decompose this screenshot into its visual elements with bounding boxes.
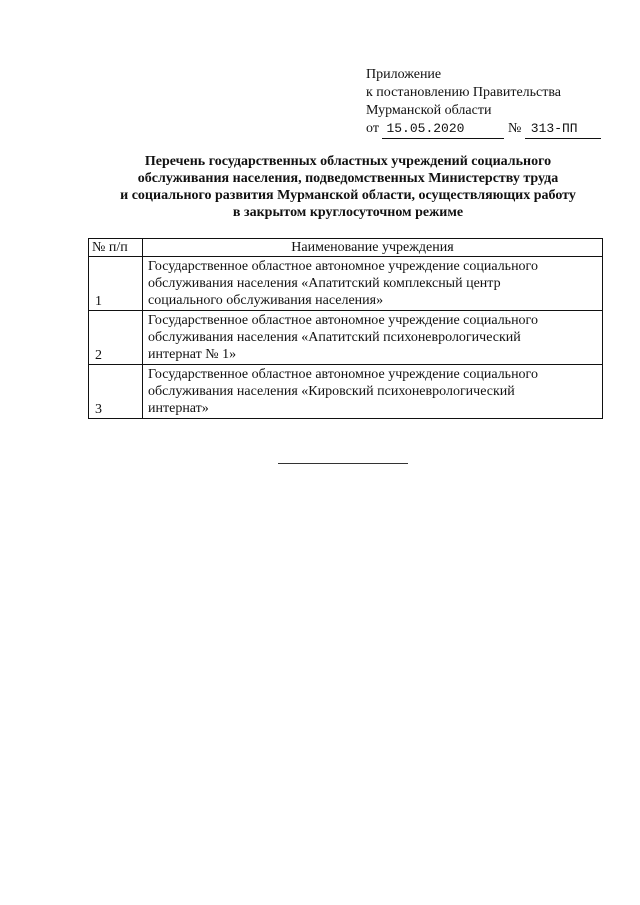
- table-header-row: [89, 239, 603, 257]
- row-number: 2: [89, 311, 143, 365]
- title-line: в закрытом круглосуточном режиме: [232, 205, 464, 220]
- appendix-label: Приложение: [366, 67, 442, 82]
- row-name-line: социального обслуживания населения»: [148, 293, 384, 308]
- row-number: 3: [89, 365, 143, 419]
- appendix-region: Мурманской области: [366, 103, 492, 118]
- appendix-block: [366, 66, 616, 139]
- row-name: [143, 257, 603, 311]
- table-row: [89, 311, 603, 365]
- resolution-number: 313-ПП: [525, 120, 601, 139]
- row-name-line: Государственное областное автономное учреждение социального: [148, 367, 538, 382]
- title-line: обслуживания населения, подведомственных Министерству труда: [137, 171, 559, 186]
- end-separator-line: [278, 463, 408, 464]
- header-number: № п/п: [89, 239, 143, 257]
- row-name-line: обслуживания населения «Апатитский психоневрологический: [148, 330, 521, 345]
- table-row: [89, 257, 603, 311]
- title-line: и социального развития Мурманской области, осуществляющих работу: [120, 188, 576, 203]
- header-name: Наименование учреждения: [143, 239, 603, 257]
- row-name-line: обслуживания населения «Апатитский комплексный центр: [148, 276, 501, 291]
- institutions-table: [88, 238, 603, 419]
- document-title: [88, 153, 608, 221]
- row-number: 1: [89, 257, 143, 311]
- resolution-date: 15.05.2020: [382, 120, 504, 139]
- table-row: [89, 365, 603, 419]
- appendix-registration: [366, 120, 616, 139]
- row-name-line: Государственное областное автономное учреждение социального: [148, 259, 538, 274]
- date-prefix: от: [366, 121, 379, 136]
- row-name-line: Государственное областное автономное учреждение социального: [148, 313, 538, 328]
- number-prefix: №: [507, 121, 522, 136]
- row-name-line: интернат»: [148, 401, 209, 416]
- row-name: [143, 311, 603, 365]
- row-name-line: обслуживания населения «Кировский психоневрологический: [148, 384, 515, 399]
- title-line: Перечень государственных областных учреждений социального: [144, 154, 552, 169]
- appendix-resolution-ref: к постановлению Правительства: [366, 85, 562, 100]
- row-name-line: интернат № 1»: [148, 347, 237, 362]
- row-name: [143, 365, 603, 419]
